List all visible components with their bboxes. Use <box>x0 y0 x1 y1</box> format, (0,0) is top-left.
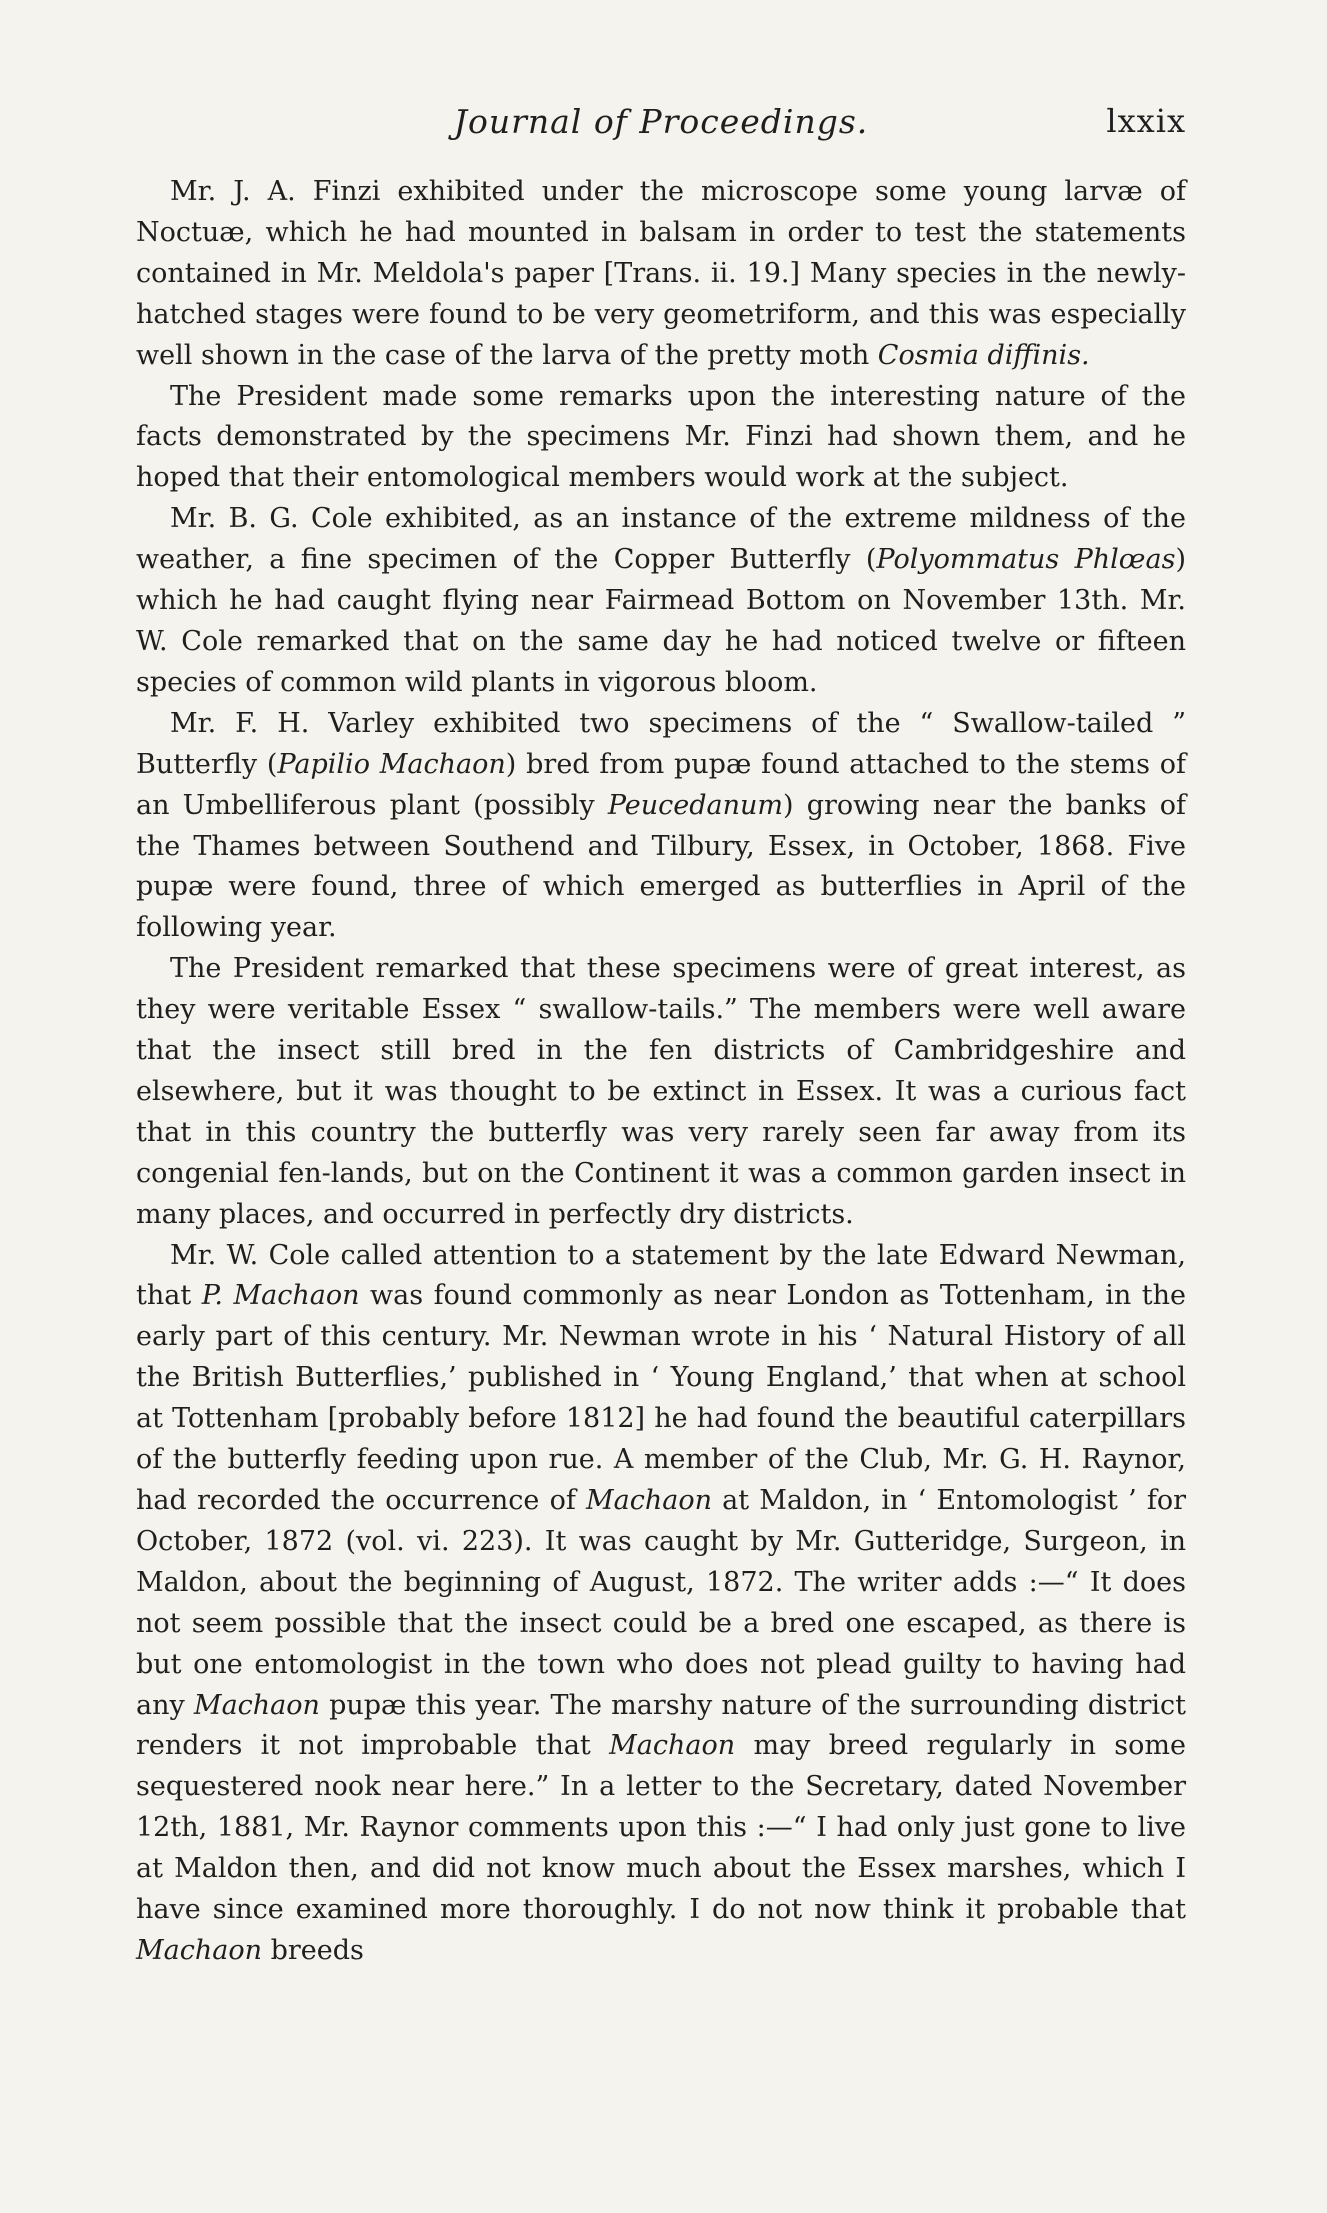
paragraph <box>136 172 1186 377</box>
paragraph <box>136 499 1186 704</box>
text-run: The President made some remarks upon the interesting nature of the facts demonstrated by the specimens Mr. Finzi had shown them, and he hoped that their entomological members would work at the subject. <box>136 380 1186 494</box>
text-run: Mr. B. G. Cole exhibited, as an instance of the extreme mildness of the weather, a fine specimen of the Copper Butterfly ( <box>136 503 1186 576</box>
italic-text: Machaon <box>136 1934 262 1966</box>
text-run: Mr. W. Cole called attention to a statement by the late Edward Newman, that <box>136 1239 1186 1312</box>
italic-text: Machaon <box>609 1730 736 1762</box>
text-run: at Maldon, in ‘ Entomologist ’ for October, 1872 (vol. vi. 223). It was caught by Mr. Gutteridge, Surgeon, in Maldon, about the beginning of August, 1872. The writer adds :—“ It does not seem possible that the insect could be a bred one escaped, as there is but one entomologist in the town who does not plead guilty to having had any <box>136 1485 1186 1721</box>
page-number: lxxix <box>1106 102 1186 140</box>
italic-text: Cosmia diffinis. <box>877 339 1090 371</box>
text-run: breeds <box>262 1934 364 1966</box>
running-title: Journal of Proceedings. <box>453 102 869 141</box>
document-page <box>136 102 1186 1972</box>
text-run: ) which he had caught flying near Fairmead Bottom on November 13th. Mr. W. Cole remarked that on the same day he had noticed twelve or fifteen species of common wild plants in vigorous bloom. <box>136 544 1187 698</box>
text-run: pupæ this year. The marshy nature of the surrounding district renders it not improbable that <box>136 1689 1186 1762</box>
page-header <box>136 102 1186 162</box>
italic-text: Peucedanum <box>607 789 784 821</box>
paragraph <box>136 704 1186 949</box>
text-run: The President remarked that these specimens were of great interest, as they were veritable Essex “ swallow-tails.” The members were well aware that the insect still bred in the fen districts of Cambridgeshire and elsewhere, but it was thought to be extinct in Essex. It was a curious fact that in this country the butterfly was very rarely seen far away from its congenial fen-lands, but on the Continent it was a common garden insect in many places, and occurred in perfectly dry districts. <box>136 953 1186 1230</box>
text-run: Mr. F. H. Varley exhibited two specimens of the “ Swallow-tailed ” Butterfly ( <box>136 707 1186 780</box>
body-text <box>136 172 1186 1972</box>
italic-text: Polyommatus Phlœas <box>876 544 1176 576</box>
italic-text: P. Machaon <box>201 1280 360 1312</box>
paragraph <box>136 1236 1186 1972</box>
paragraph <box>136 377 1186 500</box>
text-run: was found commonly as near London as Tottenham, in the early part of this century. Mr. Newman wrote in his ‘ Natural History of all the British Butterflies,’ published in ‘ Young England,’ that when at school at Tottenham [probably before 1812] he had found the beautiful caterpillars of the butterfly feeding upon rue. A member of the Club, Mr. G. H. Raynor, had recorded the occurrence of <box>136 1280 1187 1516</box>
text-run: may breed regularly in some sequestered nook near here.” In a letter to the Secretary, dated November 12th, 1881, Mr. Raynor comments upon this :—“ I had only just gone to live at Maldon then, and did not know much about the Essex marshes, which I have since examined more thoroughly. I do not now think it probable that <box>136 1730 1186 1926</box>
italic-text: Machaon <box>193 1689 320 1721</box>
text-run: ) bred from pupæ found attached to the stems of an Umbelliferous plant (possibly <box>136 748 1187 821</box>
italic-text: Machaon <box>586 1485 712 1516</box>
italic-text: Papilio Machaon <box>277 748 506 780</box>
text-run: ) growing near the banks of the Thames between Southend and Tilbury, Essex, in October, 1868. Five pupæ were found, three of which emerged as butterflies in April of the following year. <box>136 789 1186 944</box>
text-run: Mr. J. A. Finzi exhibited under the microscope some young larvæ of Noctuæ, which he had mounted in balsam in order to test the statements contained in Mr. Meldola's paper [Trans. ii. 19.] Many species in the newly-hatched stages were found to be very geometriform, and this was especially well shown in the case of the larva of the pretty moth <box>136 176 1186 371</box>
paragraph <box>136 949 1186 1235</box>
